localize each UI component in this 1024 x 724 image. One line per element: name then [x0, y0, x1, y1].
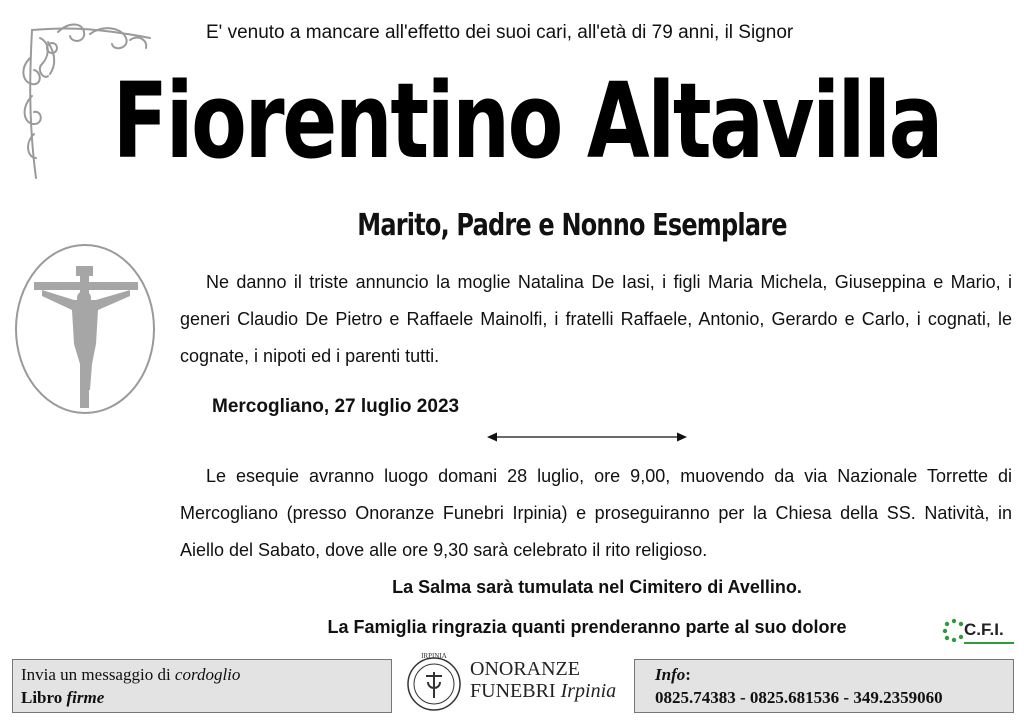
cfi-logo — [942, 616, 1018, 650]
dateline: Mercogliano, 27 luglio 2023 — [212, 396, 460, 417]
burial-line: La Salma sarà tumulata nel Cimitero di Avellino. — [392, 577, 802, 597]
crucifix-medallion-icon — [12, 240, 160, 418]
phone-numbers[interactable]: 0825.74383 - 0825.681536 - 349.2359060 — [655, 688, 943, 707]
condolence-box[interactable] — [12, 659, 392, 713]
cfi-logo-text: C.F.I. — [964, 620, 1004, 639]
thanks-line: La Famiglia ringrazia quanti prenderanno parte al suo dolore — [327, 617, 847, 637]
brand-name: ONORANZE FUNEBRI Irpinia — [470, 658, 617, 702]
cfi-dots-icon — [942, 618, 966, 642]
funeral-home-brand — [404, 648, 630, 716]
cfi-underline — [964, 642, 1014, 644]
brand-logo-top-text: IRPINIA — [421, 652, 447, 660]
announcement-text: Ne danno il triste annuncio la moglie Natalina De Iasi, i figli Maria Michela, Giuseppina e Mario, i generi Claudio De Pietro e Raffaele Mainolfi, i fratelli Raffaele, Antonio, Gerardo e Carlo, i cognati, le cognate, i nipoti ed i parenti tutti. — [180, 272, 1012, 366]
double-arrow-divider-icon — [486, 431, 688, 443]
deceased-name: Fiorentino Altavilla — [112, 60, 942, 182]
funeral-paragraph — [180, 458, 1012, 569]
funeral-text: Le esequie avranno luogo domani 28 luglio, ore 9,00, muovendo da via Nazionale Torrette di Mercogliano (presso Onoranze Funebri Irpinia) e proseguiranno per la Chiesa della SS. Natività, in Aiello del Sabato, dove alle ore 9,30 sarà celebrato il rito religioso. — [180, 466, 1012, 560]
announcement-paragraph — [180, 264, 1012, 375]
info-box: Info: 0825.74383 - 0825.681536 - 349.2359060 — [634, 659, 1014, 713]
guestbook-link[interactable]: Libro firme — [21, 688, 105, 707]
funeral-home-logo-icon — [404, 650, 464, 714]
condolence-link[interactable]: Invia un messaggio di cordoglio — [21, 665, 241, 684]
subtitle: Marito, Padre e Nonno Esemplare — [357, 208, 787, 243]
info-label: Info — [655, 665, 686, 684]
intro-line: E' venuto a mancare all'effetto dei suoi cari, all'età di 79 anni, il Signor — [206, 22, 794, 43]
